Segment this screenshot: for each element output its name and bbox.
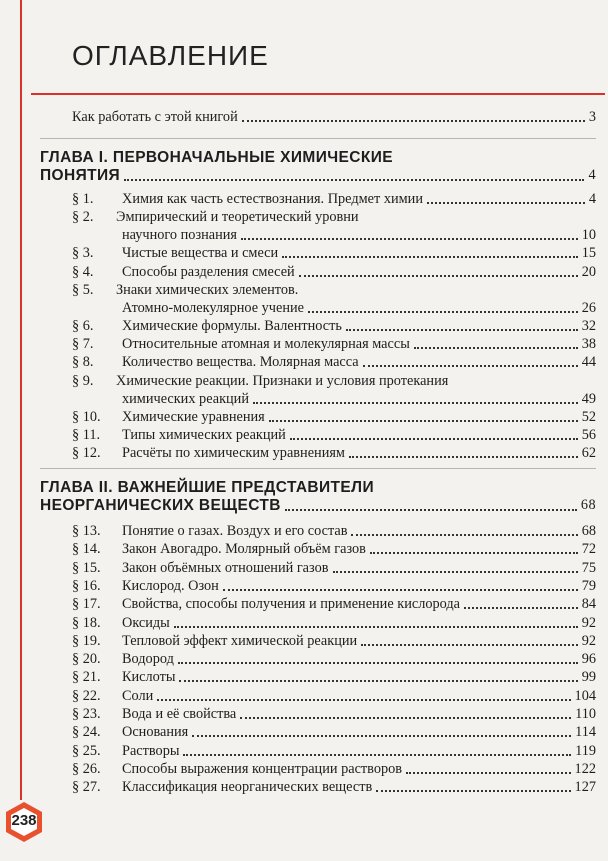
dot-leader: [299, 275, 578, 277]
toc-entry[interactable]: [72, 426, 596, 444]
toc-entry-number: § 8.: [72, 354, 94, 371]
toc-entry[interactable]: [72, 668, 596, 686]
toc-entry[interactable]: [72, 444, 596, 462]
dot-leader: [361, 644, 578, 646]
toc-entry-page: 32: [581, 318, 596, 334]
toc-entry-page: 99: [581, 669, 596, 686]
toc-entry-number: § 24.: [72, 724, 101, 741]
toc-entry-text: Типы химических реакций: [122, 427, 286, 443]
toc-entry-page: 122: [574, 760, 596, 777]
toc-entry-text: Закон Авогадро. Молярный объём газов: [122, 541, 366, 558]
dot-leader: [346, 329, 578, 331]
toc-entry-number: § 9.: [72, 372, 94, 389]
dot-leader: [253, 402, 578, 404]
toc-entry[interactable]: [72, 226, 596, 244]
toc-entry[interactable]: [72, 540, 596, 558]
toc-entry-page: 44: [581, 354, 596, 371]
chapter-2-title-line2: НЕОРГАНИЧЕСКИХ ВЕЩЕСТВ: [40, 497, 281, 514]
toc-entry[interactable]: [72, 522, 596, 540]
chapter-2-title-line1: ГЛАВА II. ВАЖНЕЙШИЕ ПРЕДСТАВИТЕЛИ: [40, 479, 374, 496]
toc-entry-text: Соли: [122, 687, 154, 704]
chapter-2-heading[interactable]: [40, 496, 596, 515]
toc-entry-text: Водород: [122, 651, 174, 668]
toc-entry-page: 92: [581, 632, 596, 649]
toc-entry-number: § 1.: [72, 191, 94, 207]
toc-entry[interactable]: [72, 559, 596, 577]
toc-entry-number: § 27.: [72, 779, 101, 796]
dot-leader: [363, 365, 578, 367]
section-divider: [40, 138, 596, 139]
toc-entry[interactable]: [72, 778, 596, 796]
dot-leader: [414, 347, 578, 349]
toc-entry[interactable]: [72, 577, 596, 595]
toc-entry[interactable]: [72, 335, 596, 353]
toc-entry-number: § 23.: [72, 706, 101, 722]
dot-leader: [308, 311, 578, 313]
toc-entry-number: § 5.: [72, 281, 94, 298]
toc-entry-text: Основания: [122, 724, 189, 741]
toc-entry-text: Кислоты: [122, 669, 176, 686]
toc-entry-number: § 11.: [72, 427, 101, 443]
chapter-1-title-line1: ГЛАВА I. ПЕРВОНАЧАЛЬНЫЕ ХИМИЧЕСКИЕ: [40, 149, 393, 166]
toc-entry-number: § 7.: [72, 336, 94, 353]
dot-leader: [427, 202, 585, 204]
page-number: 238: [11, 812, 37, 829]
toc-entry[interactable]: [72, 317, 596, 335]
toc-entry-page: 3: [588, 109, 596, 125]
toc-entry[interactable]: [72, 299, 596, 317]
toc-entry-text: Кислород. Озон: [122, 577, 219, 594]
chapter-1-heading[interactable]: [40, 166, 596, 185]
dot-leader: [192, 735, 571, 737]
toc-entry[interactable]: [72, 650, 596, 668]
section-divider: [40, 468, 596, 469]
toc-entry[interactable]: [72, 595, 596, 613]
toc-entry-text: Закон объёмных отношений газов: [122, 559, 329, 576]
toc-entry-page: 62: [581, 445, 596, 462]
toc-entry-number: § 20.: [72, 651, 101, 668]
toc-entry-number: § 22.: [72, 687, 101, 704]
toc-entry-page: 114: [575, 724, 596, 741]
toc-entry-page: 104: [574, 687, 596, 704]
toc-entry-number: § 14.: [72, 541, 101, 558]
toc-entry-text: Классификация неорганических веществ: [122, 779, 373, 796]
toc-entry-page: 119: [575, 742, 596, 759]
toc-entry-page: 92: [581, 614, 596, 631]
toc-entry-text: Как работать с этой книгой: [72, 109, 238, 125]
toc-entry[interactable]: [72, 742, 596, 760]
toc-entry[interactable]: [72, 263, 596, 281]
toc-entry-text: Оксиды: [122, 614, 170, 631]
dot-leader: [406, 772, 571, 774]
toc-entry[interactable]: [72, 632, 596, 650]
toc-entry-number: § 17.: [72, 596, 101, 613]
dot-leader: [370, 552, 578, 554]
chapter-1-page: 4: [588, 167, 596, 183]
toc-entry[interactable]: [72, 723, 596, 741]
dot-leader: [285, 509, 577, 511]
toc-entry-text: химических реакций: [122, 390, 249, 407]
toc-entry-page: 49: [581, 390, 596, 407]
dot-leader: [464, 607, 578, 609]
toc-entry-number: § 13.: [72, 523, 101, 539]
dot-leader: [290, 438, 578, 440]
toc-entry-page: 68: [581, 523, 596, 539]
toc-entry-number: § 21.: [72, 669, 101, 686]
toc-entry[interactable]: [72, 244, 596, 262]
toc-entry-page: 56: [581, 427, 596, 443]
toc-entry-text: Способы разделения смесей: [122, 263, 295, 280]
toc-entry-page: 4: [588, 191, 596, 207]
page-title: ОГЛАВЛЕНИЕ: [72, 40, 269, 71]
toc-entry-page: 84: [581, 596, 596, 613]
toc-entry-text: Расчёты по химическим уравнениям: [122, 445, 345, 462]
toc-entry[interactable]: [72, 190, 596, 208]
toc-entry-number: § 6.: [72, 318, 94, 334]
toc-entry-text: Свойства, способы получения и применение кислорода: [122, 596, 460, 613]
dot-leader: [179, 680, 577, 682]
toc-entry-text-line1: Знаки химических элементов.: [116, 281, 299, 298]
toc-entry-text-line1: Химические реакции. Признаки и условия протекания: [116, 372, 449, 389]
dot-leader: [124, 179, 584, 181]
toc-entry-intro[interactable]: [72, 108, 596, 126]
toc-entry-page: 26: [581, 299, 596, 316]
toc-entry-page: 38: [581, 336, 596, 353]
dot-leader: [183, 754, 571, 756]
toc-entry[interactable]: [72, 390, 596, 408]
toc-entry-number: § 12.: [72, 445, 101, 462]
toc-entry-text: Атомно-молекулярное учение: [122, 299, 304, 316]
toc-entry-page: 127: [574, 779, 596, 796]
toc-entry-page: 15: [581, 245, 596, 262]
toc-entry[interactable]: [72, 353, 596, 371]
toc-entry[interactable]: [72, 614, 596, 632]
toc-entry-number: § 16.: [72, 577, 101, 594]
toc-entry-text: Тепловой эффект химической реакции: [122, 632, 358, 649]
toc-entry[interactable]: [72, 760, 596, 778]
toc-entry-text: Химические формулы. Валентность: [122, 318, 342, 334]
chapter-1-title-line2: ПОНЯТИЯ: [40, 167, 121, 184]
toc-entry-number: § 3.: [72, 245, 94, 262]
toc-entry-text: Растворы: [122, 742, 180, 759]
toc-entry-page: 72: [581, 541, 596, 558]
chapter-2-page: 68: [580, 497, 596, 513]
dot-leader: [223, 589, 578, 591]
toc-entry-text: Чистые вещества и смеси: [122, 245, 279, 262]
dot-leader: [349, 456, 578, 458]
toc-entry-page: 52: [581, 408, 596, 425]
toc-entry-text: Количество вещества. Молярная масса: [122, 354, 359, 371]
toc-entry-page: 10: [581, 227, 596, 244]
dot-leader: [178, 662, 578, 664]
dot-leader: [242, 120, 585, 122]
toc-entry-text-line1: Эмпирический и теоретический уровни: [116, 209, 359, 226]
toc-entry-number: § 18.: [72, 614, 101, 631]
dot-leader: [333, 571, 578, 573]
toc-entry-page: 20: [581, 263, 596, 280]
toc-entry-page: 79: [581, 577, 596, 594]
toc-entry-text: Понятие о газах. Воздух и его состав: [122, 523, 348, 539]
toc-entry-number: § 2.: [72, 209, 94, 226]
dot-leader: [269, 420, 578, 422]
dot-leader: [282, 256, 578, 258]
toc-entry-text: Химия как часть естествознания. Предмет химии: [122, 191, 423, 207]
toc-entry-text: Вода и её свойства: [122, 706, 237, 722]
toc-entry-number: § 15.: [72, 559, 101, 576]
toc-entry-page: 75: [581, 559, 596, 576]
toc-entry-number: § 19.: [72, 632, 101, 649]
toc-entry[interactable]: [72, 408, 596, 426]
dot-leader: [157, 699, 570, 701]
toc-entry-page: 110: [575, 706, 596, 722]
toc-entry-number: § 4.: [72, 263, 94, 280]
dot-leader: [240, 717, 571, 719]
toc-entry-text: Относительные атомная и молекулярная массы: [122, 336, 410, 353]
dot-leader: [376, 790, 570, 792]
toc-entry-number: § 10.: [72, 408, 101, 425]
toc-entry-number: § 25.: [72, 742, 101, 759]
toc-entry-number: § 26.: [72, 760, 101, 777]
toc-entry-text: Химические уравнения: [122, 408, 265, 425]
toc-entry[interactable]: [72, 705, 596, 723]
dot-leader: [174, 626, 578, 628]
toc-entry-text: научного познания: [122, 227, 237, 244]
dot-leader: [351, 534, 577, 536]
dot-leader: [241, 238, 578, 240]
toc-entry-text: Способы выражения концентрации растворов: [122, 760, 403, 777]
toc-entry[interactable]: [72, 687, 596, 705]
toc-entry-page: 96: [581, 651, 596, 668]
